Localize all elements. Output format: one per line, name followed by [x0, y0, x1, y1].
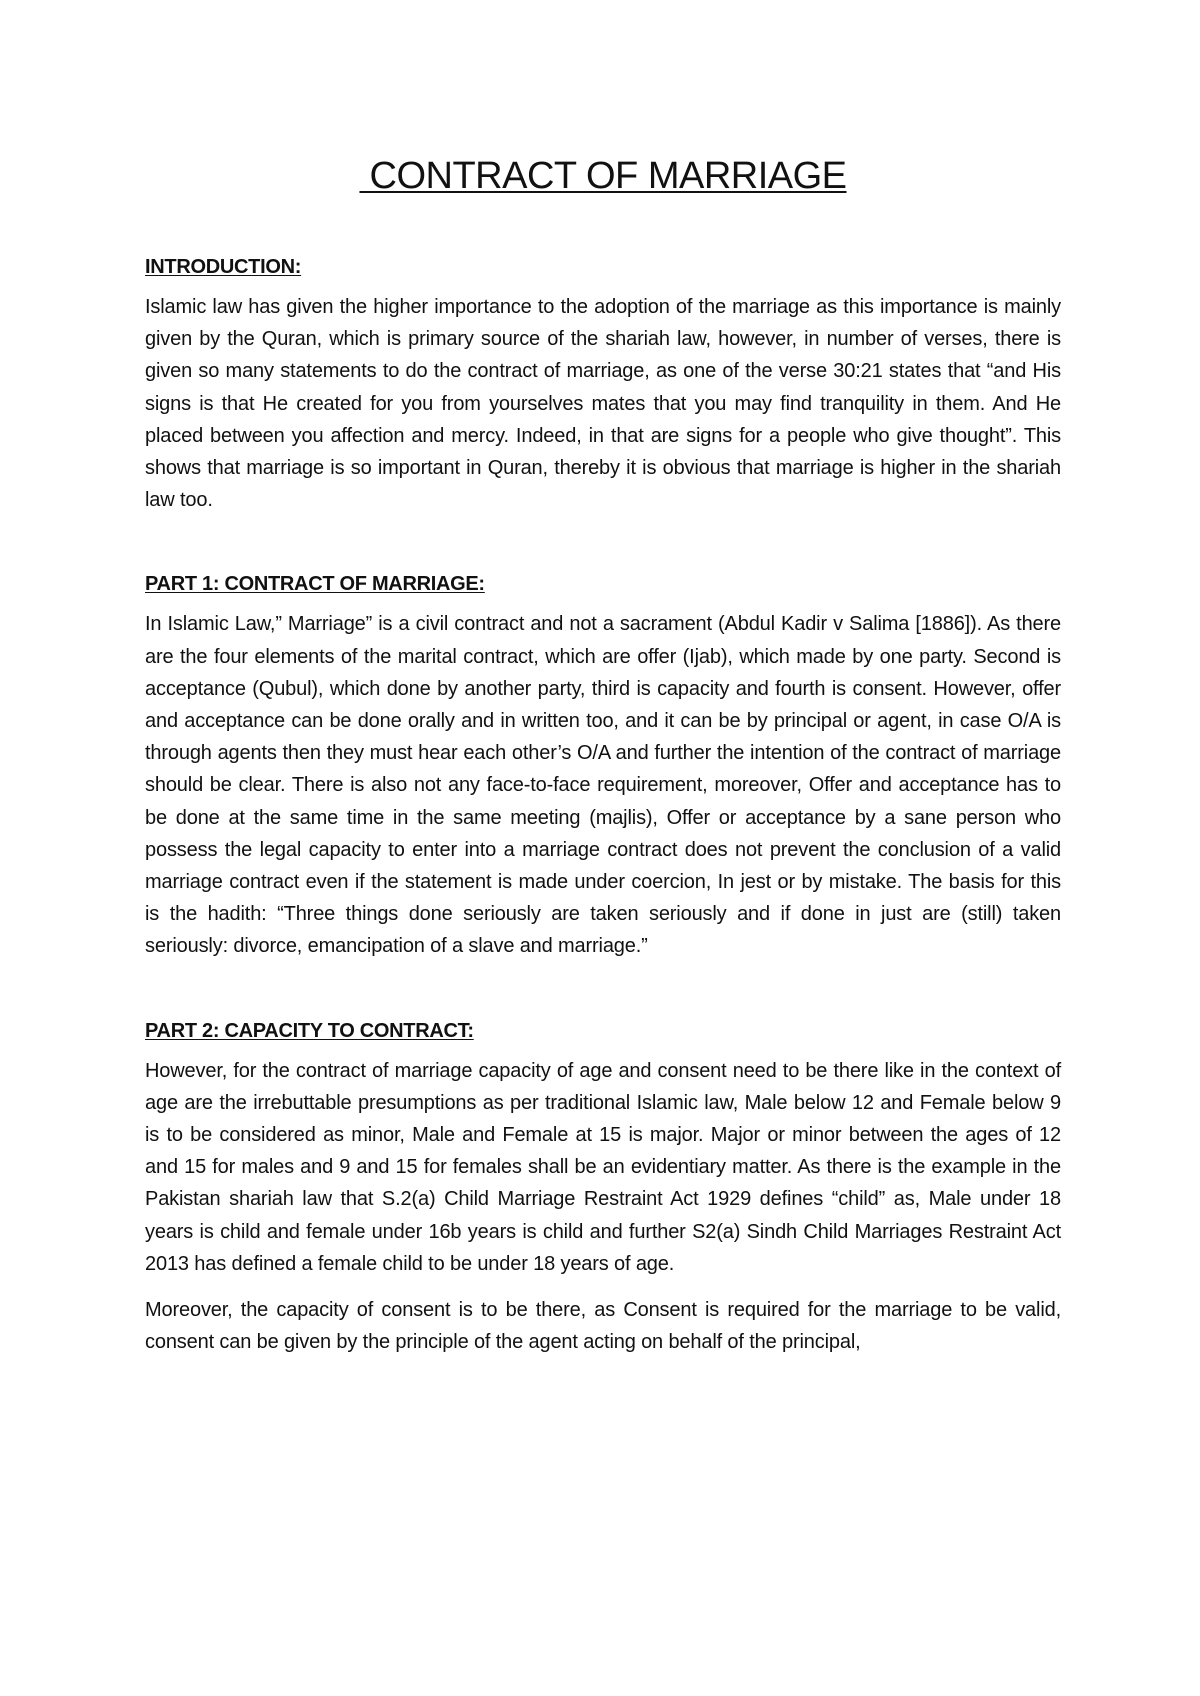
section-part-2	[145, 1016, 1061, 1359]
document-title: CONTRACT OF MARRIAGE	[359, 155, 847, 197]
section-heading-introduction: INTRODUCTION:	[145, 256, 302, 278]
paragraph-part-1: In Islamic Law,” Marriage” is a civil contract and not a sacrament (Abdul Kadir v Salima [1886]). As there are the four elements of the marital contract, which are offer (Ijab), which made by one party. Second is acceptance (Qubul), which done by another party, third is capacity and fourth is consent. However, offer and acceptance can be done orally and in written too, and it can be by principal or agent, in case O/A is through agents then they must hear each other’s O/A and further the intention of the contract of marriage should be clear. There is also not any face-to-face requirement, moreover, Offer and acceptance has to be done at the same time in the same meeting (majlis), Offer or acceptance by a sane person who possess the legal capacity to enter into a marriage contract does not prevent the conclusion of a valid marriage contract even if the statement is made under coercion, In jest or by mistake. The basis for this is the hadith: “Three things done seriously are taken seriously and if done in just are (still) taken seriously: divorce, emancipation of a slave and marriage.”	[145, 613, 1061, 958]
section-part-1	[145, 569, 1061, 962]
section-heading-part-1: PART 1: CONTRACT OF MARRIAGE:	[145, 573, 485, 596]
paragraph-part-2-consent: Moreover, the capacity of consent is to be there, as Consent is required for the marriage to be valid, consent can be given by the principle of the agent acting on behalf of the principal,	[145, 1299, 1061, 1354]
section-spacer	[145, 963, 1061, 1016]
document-body	[145, 150, 1061, 1358]
section-introduction	[145, 252, 1061, 516]
paragraph-part-2-age: However, for the contract of marriage capacity of age and consent need to be there like in the context of age are the irrebuttable presumptions as per traditional Islamic law, Male below 12 and Female below 9 is to be considered as minor, Male and Female at 15 is major. Major or minor between the ages of 12 and 15 for males and 9 and 15 for females shall be an evidentiary matter. As there is the example in the Pakistan shariah law that S.2(a) Child Marriage Restraint Act 1929 defines “child” as, Male under 18 years is child and female under 16b years is child and further S2(a) Sindh Child Marriages Restraint Act 2013 has defined a female child to be under 18 years of age.	[145, 1059, 1061, 1275]
section-heading-part-2: PART 2: CAPACITY TO CONTRACT:	[145, 1019, 474, 1042]
paragraph-introduction: Islamic law has given the higher importance to the adoption of the marriage as this importance is mainly given by the Quran, which is primary source of the shariah law, however, in number of verses, there is given so many statements to do the contract of marriage, as one of the verse 30:21 states that “and His signs is that He created for you from yourselves mates that you may find tranquility in them. And He placed between you affection and mercy. Indeed, in that are signs for a people who give thought”. This shows that marriage is so important in Quran, thereby it is obvious that marriage is higher in the shariah law too.	[145, 296, 1061, 512]
section-spacer	[145, 516, 1061, 569]
paragraph-spacer	[145, 1280, 1061, 1294]
